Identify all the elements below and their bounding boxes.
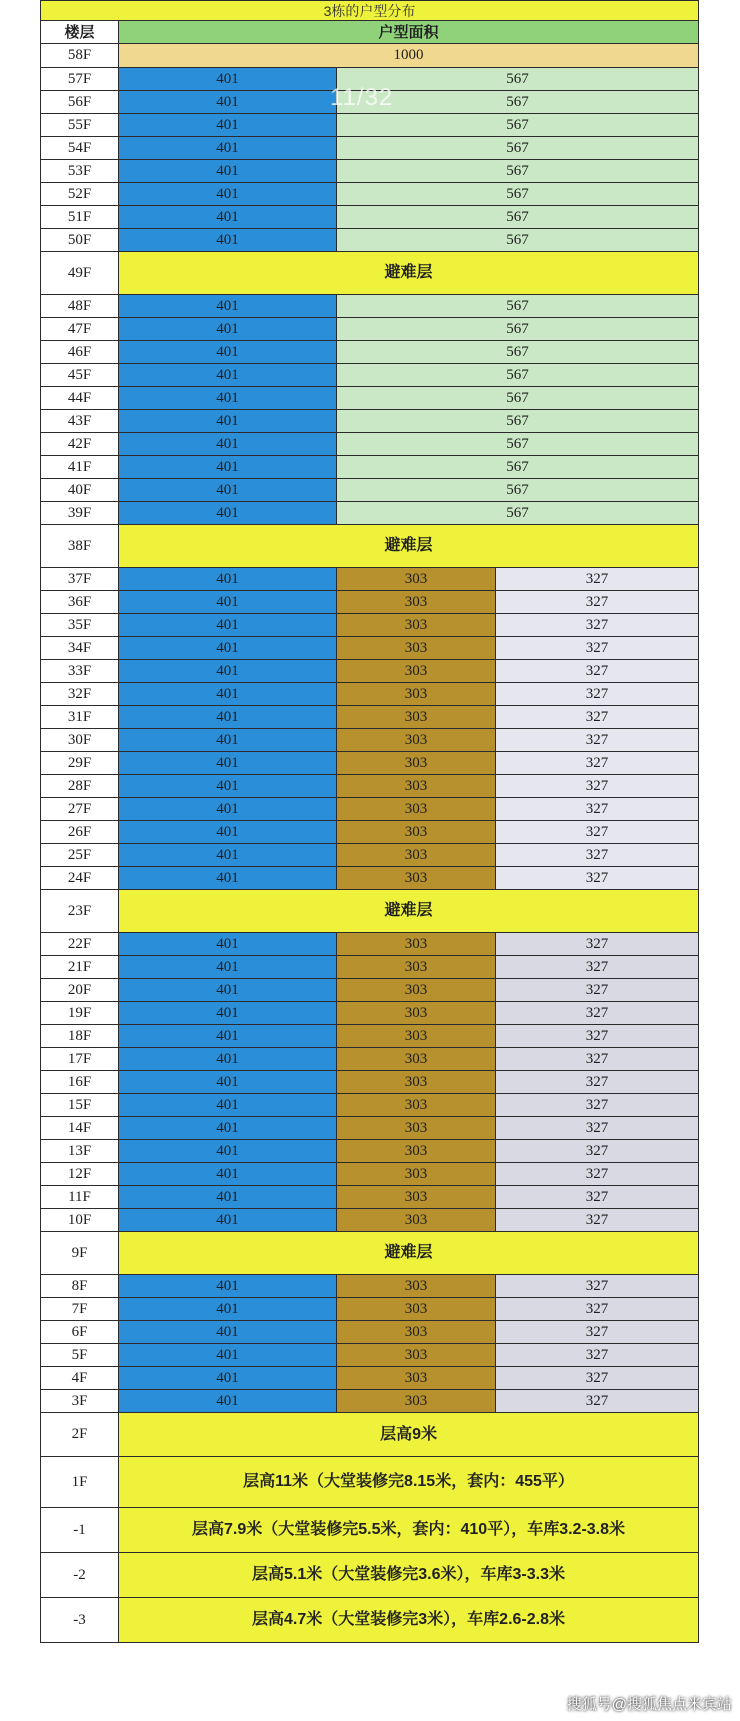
unit-area-cell: 567 xyxy=(337,229,699,252)
floor-height-note: 层高9米 xyxy=(119,1413,699,1457)
unit-area-cell: 401 xyxy=(119,979,337,1002)
page-counter: 11/32 xyxy=(330,84,394,111)
unit-area-cell: 401 xyxy=(119,637,337,660)
unit-area-cell: 401 xyxy=(119,1275,337,1298)
table-row xyxy=(41,1002,699,1025)
table-row xyxy=(41,433,699,456)
table-row xyxy=(41,1163,699,1186)
table-row xyxy=(41,341,699,364)
unit-area-cell: 303 xyxy=(337,1002,496,1025)
unit-area-cell: 327 xyxy=(496,844,699,867)
unit-area-cell: 303 xyxy=(337,1163,496,1186)
unit-area-cell: 303 xyxy=(337,568,496,591)
unit-area-cell: 401 xyxy=(119,183,337,206)
unit-area-cell: 303 xyxy=(337,591,496,614)
floor-note-row xyxy=(41,1553,699,1598)
unit-area-cell: 401 xyxy=(119,229,337,252)
unit-area-cell: 567 xyxy=(337,160,699,183)
floor-label: 8F xyxy=(41,1275,119,1298)
unit-area-cell: 567 xyxy=(337,68,699,91)
unit-area-cell: 401 xyxy=(119,1048,337,1071)
unit-area-cell: 567 xyxy=(337,295,699,318)
floor-label: 39F xyxy=(41,502,119,525)
floor-label: 17F xyxy=(41,1048,119,1071)
unit-area-cell: 327 xyxy=(496,1344,699,1367)
floor-label: 55F xyxy=(41,114,119,137)
floor-label: 12F xyxy=(41,1163,119,1186)
floor-label: 48F xyxy=(41,295,119,318)
floor-label: 6F xyxy=(41,1321,119,1344)
floor-label: 35F xyxy=(41,614,119,637)
floor-label: 32F xyxy=(41,683,119,706)
unit-area-cell: 327 xyxy=(496,729,699,752)
floor-label: 41F xyxy=(41,456,119,479)
unit-area-cell: 567 xyxy=(337,318,699,341)
floor-note-row xyxy=(41,1413,699,1457)
floor-label: 22F xyxy=(41,933,119,956)
table-row xyxy=(41,1275,699,1298)
unit-area-cell: 303 xyxy=(337,775,496,798)
floor-label: 20F xyxy=(41,979,119,1002)
unit-distribution-table xyxy=(40,0,699,1643)
floor-label: 34F xyxy=(41,637,119,660)
floor-label: 21F xyxy=(41,956,119,979)
table-row xyxy=(41,160,699,183)
unit-area-cell: 303 xyxy=(337,1048,496,1071)
unit-area-cell: 327 xyxy=(496,614,699,637)
unit-area-cell: 401 xyxy=(119,1367,337,1390)
unit-area-cell: 401 xyxy=(119,364,337,387)
unit-area-cell: 327 xyxy=(496,1048,699,1071)
refuge-floor-label: 避难层 xyxy=(119,890,699,933)
floor-label: 13F xyxy=(41,1140,119,1163)
floor-label: 37F xyxy=(41,568,119,591)
unit-area-cell: 327 xyxy=(496,979,699,1002)
floor-note-row xyxy=(41,1508,699,1553)
unit-area-cell: 303 xyxy=(337,1344,496,1367)
floor-label: 23F xyxy=(41,890,119,933)
unit-area-cell: 567 xyxy=(337,114,699,137)
unit-area-cell: 327 xyxy=(496,683,699,706)
floor-label: 26F xyxy=(41,821,119,844)
floor-note-row xyxy=(41,1457,699,1508)
unit-area-cell: 327 xyxy=(496,1275,699,1298)
table-row xyxy=(41,479,699,502)
unit-area-cell: 401 xyxy=(119,1163,337,1186)
unit-area-cell: 303 xyxy=(337,1094,496,1117)
floor-label: 11F xyxy=(41,1186,119,1209)
table-row xyxy=(41,1071,699,1094)
unit-area-cell: 401 xyxy=(119,1094,337,1117)
unit-area-cell: 303 xyxy=(337,1025,496,1048)
unit-area-cell: 401 xyxy=(119,206,337,229)
floor-label: 3F xyxy=(41,1390,119,1413)
unit-area-cell: 401 xyxy=(119,683,337,706)
table-row xyxy=(41,1298,699,1321)
table-row xyxy=(41,1186,699,1209)
unit-area-cell: 401 xyxy=(119,1117,337,1140)
unit-area-cell: 567 xyxy=(337,206,699,229)
table-row xyxy=(41,683,699,706)
unit-area-cell: 401 xyxy=(119,1321,337,1344)
unit-area-cell: 401 xyxy=(119,660,337,683)
table-row xyxy=(41,114,699,137)
unit-area-cell: 303 xyxy=(337,614,496,637)
unit-area-cell: 303 xyxy=(337,1117,496,1140)
floor-label: 19F xyxy=(41,1002,119,1025)
floor-height-note: 层高11米（大堂装修完8.15米，套内：455平） xyxy=(119,1457,699,1508)
unit-area-cell: 327 xyxy=(496,1298,699,1321)
unit-area-cell: 327 xyxy=(496,1163,699,1186)
unit-area-cell: 327 xyxy=(496,1367,699,1390)
title-row xyxy=(41,1,699,21)
unit-area-cell: 303 xyxy=(337,1390,496,1413)
table-row xyxy=(41,410,699,433)
unit-area-cell: 567 xyxy=(337,364,699,387)
floor-label: 53F xyxy=(41,160,119,183)
floor-label: 56F xyxy=(41,91,119,114)
floor-label: 30F xyxy=(41,729,119,752)
watermark-text: 搜狐号@搜狐焦点米宾站 xyxy=(566,1696,732,1713)
unit-area-cell: 401 xyxy=(119,729,337,752)
unit-area-cell: 327 xyxy=(496,1094,699,1117)
unit-area-cell: 303 xyxy=(337,844,496,867)
unit-area-cell: 401 xyxy=(119,410,337,433)
table-row xyxy=(41,1048,699,1071)
unit-area-cell: 401 xyxy=(119,798,337,821)
floor-label: 18F xyxy=(41,1025,119,1048)
unit-area-cell: 303 xyxy=(337,1298,496,1321)
table-row xyxy=(41,729,699,752)
unit-area-cell: 401 xyxy=(119,295,337,318)
unit-area-cell: 303 xyxy=(337,979,496,1002)
refuge-floor-row xyxy=(41,252,699,295)
unit-area-cell: 401 xyxy=(119,1071,337,1094)
refuge-floor-label: 避难层 xyxy=(119,252,699,295)
unit-area-cell: 401 xyxy=(119,68,337,91)
table-row xyxy=(41,1344,699,1367)
floor-label: 43F xyxy=(41,410,119,433)
floor-label: 28F xyxy=(41,775,119,798)
unit-area-cell: 401 xyxy=(119,1025,337,1048)
unit-area-cell: 327 xyxy=(496,1002,699,1025)
unit-area-cell: 327 xyxy=(496,775,699,798)
floor-label: 1F xyxy=(41,1457,119,1508)
table-row xyxy=(41,752,699,775)
unit-area-cell: 303 xyxy=(337,867,496,890)
table-row xyxy=(41,44,699,68)
floor-label: 46F xyxy=(41,341,119,364)
table-row xyxy=(41,137,699,160)
floor-label: 14F xyxy=(41,1117,119,1140)
table-row xyxy=(41,1390,699,1413)
table-row xyxy=(41,821,699,844)
unit-area-cell: 303 xyxy=(337,1367,496,1390)
unit-area-cell: 327 xyxy=(496,591,699,614)
unit-area-cell: 401 xyxy=(119,114,337,137)
unit-area-cell: 401 xyxy=(119,1209,337,1232)
unit-area-cell: 303 xyxy=(337,1275,496,1298)
unit-area-cell: 303 xyxy=(337,1071,496,1094)
floor-label: 45F xyxy=(41,364,119,387)
unit-area-cell: 327 xyxy=(496,1186,699,1209)
unit-area-cell: 401 xyxy=(119,1344,337,1367)
unit-area-cell: 327 xyxy=(496,752,699,775)
unit-area-cell: 401 xyxy=(119,1186,337,1209)
table-row xyxy=(41,1025,699,1048)
unit-area-cell: 401 xyxy=(119,387,337,410)
unit-area-cell: 567 xyxy=(337,410,699,433)
floor-label: 15F xyxy=(41,1094,119,1117)
floor-label: 16F xyxy=(41,1071,119,1094)
unit-area-cell: 327 xyxy=(496,1209,699,1232)
floor-label: 29F xyxy=(41,752,119,775)
floor-label: 58F xyxy=(41,44,119,68)
unit-area-cell: 1000 xyxy=(119,44,699,68)
floor-label: 47F xyxy=(41,318,119,341)
unit-area-cell: 401 xyxy=(119,456,337,479)
unit-area-cell: 303 xyxy=(337,798,496,821)
unit-area-cell: 303 xyxy=(337,683,496,706)
unit-area-cell: 327 xyxy=(496,637,699,660)
floor-height-note: 层高4.7米（大堂装修完3米），车库2.6-2.8米 xyxy=(119,1598,699,1643)
table-row xyxy=(41,1094,699,1117)
unit-area-cell: 567 xyxy=(337,183,699,206)
unit-area-cell: 327 xyxy=(496,1117,699,1140)
refuge-floor-row xyxy=(41,1232,699,1275)
floor-label: 9F xyxy=(41,1232,119,1275)
table-row xyxy=(41,614,699,637)
table-row xyxy=(41,706,699,729)
unit-area-cell: 401 xyxy=(119,137,337,160)
unit-area-cell: 567 xyxy=(337,502,699,525)
floor-label: 57F xyxy=(41,68,119,91)
unit-area-cell: 327 xyxy=(496,821,699,844)
table-row xyxy=(41,568,699,591)
floor-label: 36F xyxy=(41,591,119,614)
unit-area-cell: 567 xyxy=(337,137,699,160)
floor-label: 25F xyxy=(41,844,119,867)
floor-label: 38F xyxy=(41,525,119,568)
unit-area-cell: 327 xyxy=(496,867,699,890)
floor-label: 44F xyxy=(41,387,119,410)
unit-area-cell: 567 xyxy=(337,479,699,502)
table-row xyxy=(41,775,699,798)
floor-label: 5F xyxy=(41,1344,119,1367)
unit-area-cell: 401 xyxy=(119,752,337,775)
unit-area-cell: 401 xyxy=(119,706,337,729)
table-row xyxy=(41,387,699,410)
unit-area-cell: 303 xyxy=(337,1209,496,1232)
refuge-floor-label: 避难层 xyxy=(119,525,699,568)
unit-area-cell: 327 xyxy=(496,933,699,956)
table-row xyxy=(41,1117,699,1140)
floor-label: 31F xyxy=(41,706,119,729)
table-row xyxy=(41,295,699,318)
unit-area-cell: 401 xyxy=(119,479,337,502)
table-title: 3栋的户型分布 xyxy=(41,1,699,21)
floor-note-row xyxy=(41,1598,699,1643)
table-row xyxy=(41,502,699,525)
unit-area-cell: 303 xyxy=(337,1140,496,1163)
unit-area-cell: 303 xyxy=(337,752,496,775)
floor-label: -1 xyxy=(41,1508,119,1553)
floor-column-header: 楼层 xyxy=(41,21,119,44)
table-row xyxy=(41,456,699,479)
unit-area-cell: 401 xyxy=(119,568,337,591)
unit-area-cell: 401 xyxy=(119,1140,337,1163)
unit-area-cell: 567 xyxy=(337,341,699,364)
table-row xyxy=(41,1321,699,1344)
unit-area-cell: 401 xyxy=(119,318,337,341)
floor-label: 51F xyxy=(41,206,119,229)
table-row xyxy=(41,229,699,252)
unit-area-cell: 567 xyxy=(337,456,699,479)
table-row xyxy=(41,798,699,821)
unit-area-cell: 303 xyxy=(337,637,496,660)
table-row xyxy=(41,1140,699,1163)
unit-area-cell: 401 xyxy=(119,933,337,956)
table-row xyxy=(41,1367,699,1390)
unit-area-cell: 567 xyxy=(337,91,699,114)
unit-area-cell: 303 xyxy=(337,660,496,683)
table-row xyxy=(41,591,699,614)
unit-area-cell: 401 xyxy=(119,502,337,525)
floor-label: 24F xyxy=(41,867,119,890)
unit-area-cell: 327 xyxy=(496,798,699,821)
table-row xyxy=(41,637,699,660)
unit-area-cell: 401 xyxy=(119,1002,337,1025)
unit-area-cell: 327 xyxy=(496,706,699,729)
unit-area-cell: 303 xyxy=(337,1321,496,1344)
unit-area-cell: 327 xyxy=(496,1071,699,1094)
unit-area-cell: 401 xyxy=(119,433,337,456)
unit-area-cell: 303 xyxy=(337,956,496,979)
unit-area-cell: 327 xyxy=(496,1140,699,1163)
unit-area-cell: 401 xyxy=(119,1298,337,1321)
unit-area-cell: 327 xyxy=(496,660,699,683)
refuge-floor-row xyxy=(41,890,699,933)
unit-area-cell: 401 xyxy=(119,341,337,364)
table-row xyxy=(41,364,699,387)
floor-label: 10F xyxy=(41,1209,119,1232)
unit-area-cell: 303 xyxy=(337,1186,496,1209)
table-row xyxy=(41,206,699,229)
table-row xyxy=(41,844,699,867)
table-row xyxy=(41,956,699,979)
unit-area-cell: 401 xyxy=(119,591,337,614)
unit-area-cell: 327 xyxy=(496,1321,699,1344)
floor-label: 4F xyxy=(41,1367,119,1390)
floor-label: 40F xyxy=(41,479,119,502)
unit-area-cell: 327 xyxy=(496,1390,699,1413)
floor-height-note: 层高7.9米（大堂装修完5.5米，套内：410平），车库3.2-3.8米 xyxy=(119,1508,699,1553)
header-row xyxy=(41,21,699,44)
unit-area-cell: 327 xyxy=(496,1025,699,1048)
unit-area-cell: 303 xyxy=(337,821,496,844)
refuge-floor-label: 避难层 xyxy=(119,1232,699,1275)
unit-area-cell: 401 xyxy=(119,614,337,637)
unit-area-cell: 401 xyxy=(119,844,337,867)
unit-area-cell: 567 xyxy=(337,387,699,410)
area-column-header: 户型面积 xyxy=(119,21,699,44)
table-row xyxy=(41,933,699,956)
unit-area-cell: 303 xyxy=(337,933,496,956)
unit-area-cell: 401 xyxy=(119,956,337,979)
floor-label: 33F xyxy=(41,660,119,683)
floor-label: 50F xyxy=(41,229,119,252)
table-row xyxy=(41,1209,699,1232)
unit-area-cell: 401 xyxy=(119,775,337,798)
unit-area-cell: 401 xyxy=(119,1390,337,1413)
floor-label: 42F xyxy=(41,433,119,456)
unit-area-cell: 327 xyxy=(496,568,699,591)
floor-label: 7F xyxy=(41,1298,119,1321)
floor-label: 49F xyxy=(41,252,119,295)
unit-area-cell: 401 xyxy=(119,867,337,890)
unit-area-cell: 401 xyxy=(119,821,337,844)
table-row xyxy=(41,660,699,683)
unit-area-cell: 567 xyxy=(337,433,699,456)
table-row xyxy=(41,867,699,890)
table-row xyxy=(41,979,699,1002)
table-row xyxy=(41,318,699,341)
floor-label: -2 xyxy=(41,1553,119,1598)
unit-area-cell: 303 xyxy=(337,706,496,729)
table-row xyxy=(41,183,699,206)
floor-label: 27F xyxy=(41,798,119,821)
floor-label: 2F xyxy=(41,1413,119,1457)
floor-label: -3 xyxy=(41,1598,119,1643)
unit-area-cell: 401 xyxy=(119,160,337,183)
unit-area-cell: 303 xyxy=(337,729,496,752)
unit-area-cell: 327 xyxy=(496,956,699,979)
floor-label: 54F xyxy=(41,137,119,160)
unit-area-cell: 401 xyxy=(119,91,337,114)
floor-label: 52F xyxy=(41,183,119,206)
floor-height-note: 层高5.1米（大堂装修完3.6米），车库3-3.3米 xyxy=(119,1553,699,1598)
refuge-floor-row xyxy=(41,525,699,568)
